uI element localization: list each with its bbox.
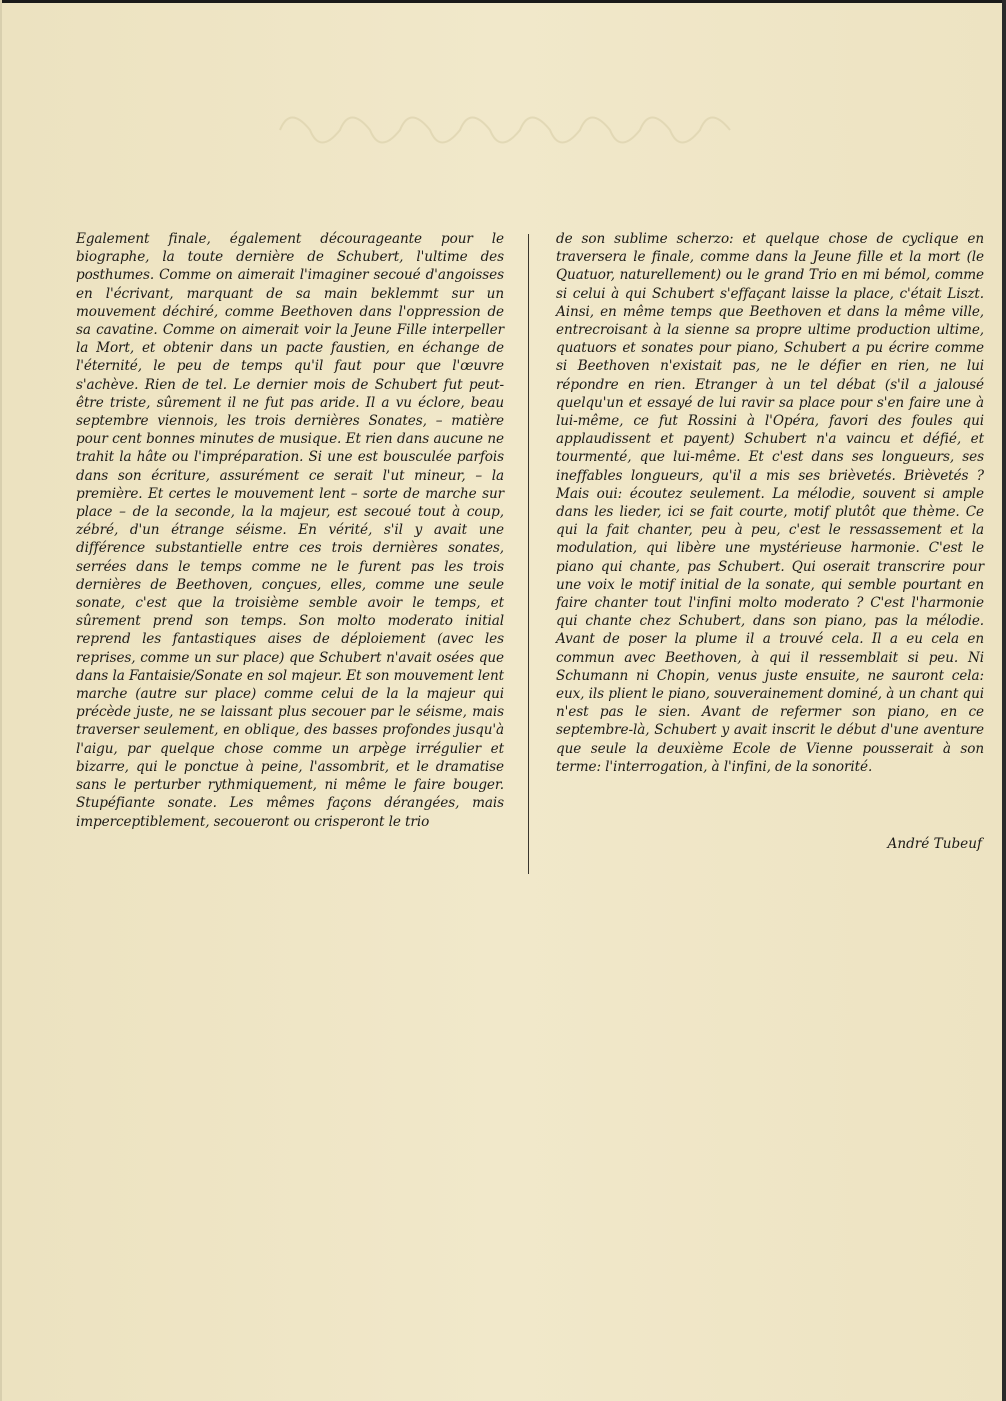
scan-edge-left <box>0 0 2 1401</box>
paragraph-right: de son sublime scherzo: et quelque chose de cyclique en traversera le finale, comme dans la Jeune fille et la mort (le Quatuor, naturellement) ou le grand Trio en mi bémol, comme si celui à qui Schubert s'effaçant laisse la place, c'était Liszt. Ainsi, en même temps que Beethoven et dans la même ville, entrecroisant à la sienne sa propre ultime production ultime, quatuors et sonates pour piano, Schubert a pu écrire comme si Beethoven n'existait pas, ne le défier en rien, ne lui répondre en rien. Etranger à un tel débat (s'il a jalousé quelqu'un et essayé de lui ravir sa place pour s'en faire une à lui-même, ce fut Rossini à l'Opéra, favori des foules qui applaudissent et payent) Schubert n'a vaincu et défié, et tourmenté, que lui-même. Et c'est dans ses longueurs, ses ineffables longueurs, qu'il a mis ses brièvetés. Brièvetés ? Mais oui: écoutez seulement. La mélodie, souvent si ample dans les lieder, ici se fait courte, motif plutôt que thème. Ce qui la fait chanter, peu à peu, c'est le ressassement et la modulation, qui libère une mystérieuse harmonie. C'est le piano qui chante, pas Schubert. Qui oserait transcrire pour une voix le motif initial de la sonate, qui semble pourtant en faire chanter tout l'infini molto moderato ? C'est l'harmonie qui chante chez Schubert, dans son piano, pas la mélodie. Avant de poser la plume il a trouvé cela. Il a eu cela en commun avec Beethoven, à qui il ressemblait si peu. Ni Schumann ni Chopin, venus juste ensuite, ne sauront cela: eux, ils plient le piano, souverainement dominé, à un chant qui n'est pas le sien. Avant de refermer son piano, en ce septembre-là, Schubert y avait inscrit le début d'une aventure que seule la deuxième Ecole de Vienne pousserait à son terme: l'interrogation, à l'infini, de la sonorité. <box>556 231 984 775</box>
article-column-right <box>556 230 984 776</box>
author-signature: André Tubeuf <box>887 836 982 852</box>
article-column-left <box>76 230 504 831</box>
scan-edge-top <box>0 0 1006 3</box>
scan-edge-right <box>1002 0 1006 1401</box>
column-divider <box>528 234 529 874</box>
paragraph-left: Egalement finale, également décourageante pour le biographe, la toute dernière de Schubert, l'ultime des posthumes. Comme on aimerait l'imaginer secoué d'angoisses en l'écrivant, marquant de sa main beklemmt sur un mouvement déchiré, comme Beethoven dans l'oppression de sa cavatine. Comme on aimerait voir la Jeune Fille interpeller la Mort, et obtenir dans un pacte faustien, en échange de l'éternité, le peu de temps qu'il faut pour que l'œuvre s'achève. Rien de tel. Le dernier mois de Schubert fut peut-être triste, sûrement il ne fut pas aride. Il a vu éclore, beau septembre viennois, les trois dernières Sonates, – matière pour cent bonnes minutes de musique. Et rien dans aucune ne trahit la hâte ou l'impréparation. Si une est bousculée parfois dans son écriture, assurément ce serait l'ut mineur, – la première. Et certes le mouvement lent – sorte de marche sur place – de la seconde, la la majeur, est secoué tout à coup, zébré, d'un étrange séisme. En vérité, s'il y avait une différence substantielle entre ces trois dernières sonates, serrées dans le temps comme ne le furent pas les trois dernières de Beethoven, conçues, elles, comme une seule sonate, c'est que la troisième semble avoir le temps, et sûrement prend son temps. Son molto moderato initial reprend les fantastiques aises de déploiement (avec les reprises, comme un sur place) que Schubert n'avait osées que dans la Fantaisie/Sonate en sol majeur. Et son mouvement lent marche (autre sur place) comme celui de la la majeur qui précède juste, ne se laissant plus secouer par le séisme, mais traverser seulement, en oblique, des basses profondes jusqu'à l'aigu, par quelque chose comme un arpège irrégulier et bizarre, qui le ponctue à peine, l'assombrit, et le dramatise sans le perturber rythmiquement, ni même le faire bouger. Stupéfiante sonate. Les mêmes façons dérangées, mais imperceptiblement, secoueront ou crisperont le trio <box>76 231 504 830</box>
